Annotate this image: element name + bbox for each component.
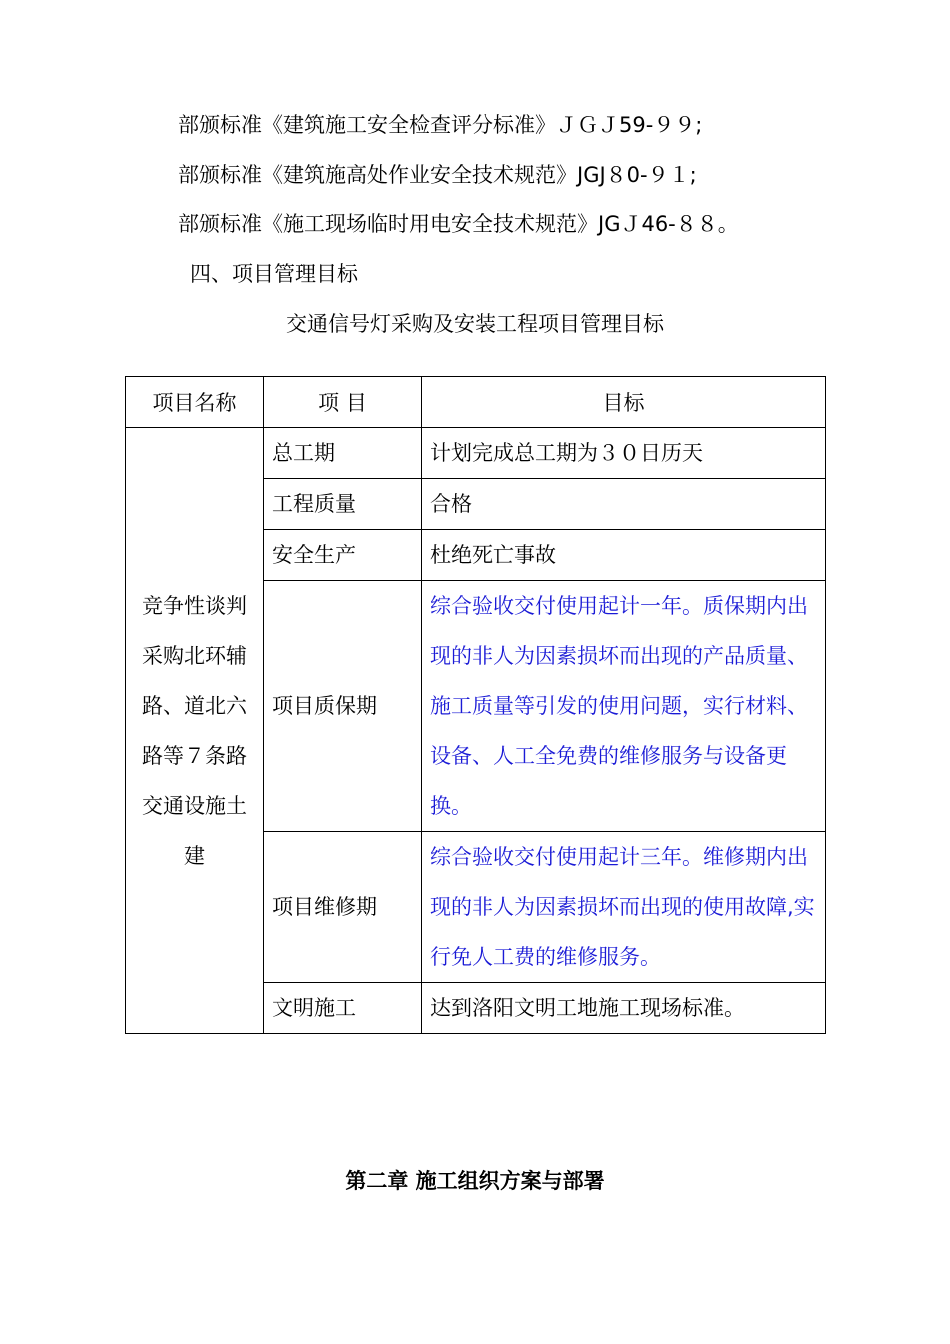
header-project-name: 项目名称 bbox=[126, 377, 264, 428]
management-goals-table bbox=[125, 376, 826, 1034]
item-cell: 总工期 bbox=[264, 428, 422, 479]
header-item: 项 目 bbox=[264, 377, 422, 428]
section-heading: 四、项目管理目标 bbox=[190, 262, 358, 286]
standard-line-1: 部颁标准《建筑施工安全检查评分标准》ＪＧＪ59-９９; bbox=[178, 113, 703, 137]
target-cell: 合格 bbox=[422, 479, 826, 530]
target-cell-highlight: 综合验收交付使用起计一年。质保期内出现的非人为因素损坏而出现的产品质量、施工质量等引发的使用问题，实行材料、设备、人工全免费的维修服务与设备更换。 bbox=[422, 581, 826, 832]
target-cell: 计划完成总工期为３０日历天 bbox=[422, 428, 826, 479]
item-cell: 项目维修期 bbox=[264, 832, 422, 983]
item-cell: 项目质保期 bbox=[264, 581, 422, 832]
table-row bbox=[126, 428, 826, 479]
target-cell-highlight: 综合验收交付使用起计三年。维修期内出现的非人为因素损坏而出现的使用故障,实行免人工费的维修服务。 bbox=[422, 832, 826, 983]
chapter-title: 第二章 施工组织方案与部署 bbox=[345, 1169, 605, 1193]
item-cell: 工程质量 bbox=[264, 479, 422, 530]
standard-line-2: 部颁标准《建筑施高处作业安全技术规范》JGJ８0-９１; bbox=[178, 163, 697, 187]
item-cell: 安全生产 bbox=[264, 530, 422, 581]
target-cell: 达到洛阳文明工地施工现场标准。 bbox=[422, 983, 826, 1034]
project-name-cell: 竞争性谈判采购北环辅路、道北六路等７条路交通设施土建 bbox=[126, 428, 264, 1034]
item-cell: 文明施工 bbox=[264, 983, 422, 1034]
header-target: 目标 bbox=[422, 377, 826, 428]
target-cell: 杜绝死亡事故 bbox=[422, 530, 826, 581]
table-header-row bbox=[126, 377, 826, 428]
standard-line-3: 部颁标准《施工现场临时用电安全技术规范》JGＪ46-８８。 bbox=[178, 212, 739, 236]
table-title: 交通信号灯采购及安装工程项目管理目标 bbox=[286, 312, 664, 336]
